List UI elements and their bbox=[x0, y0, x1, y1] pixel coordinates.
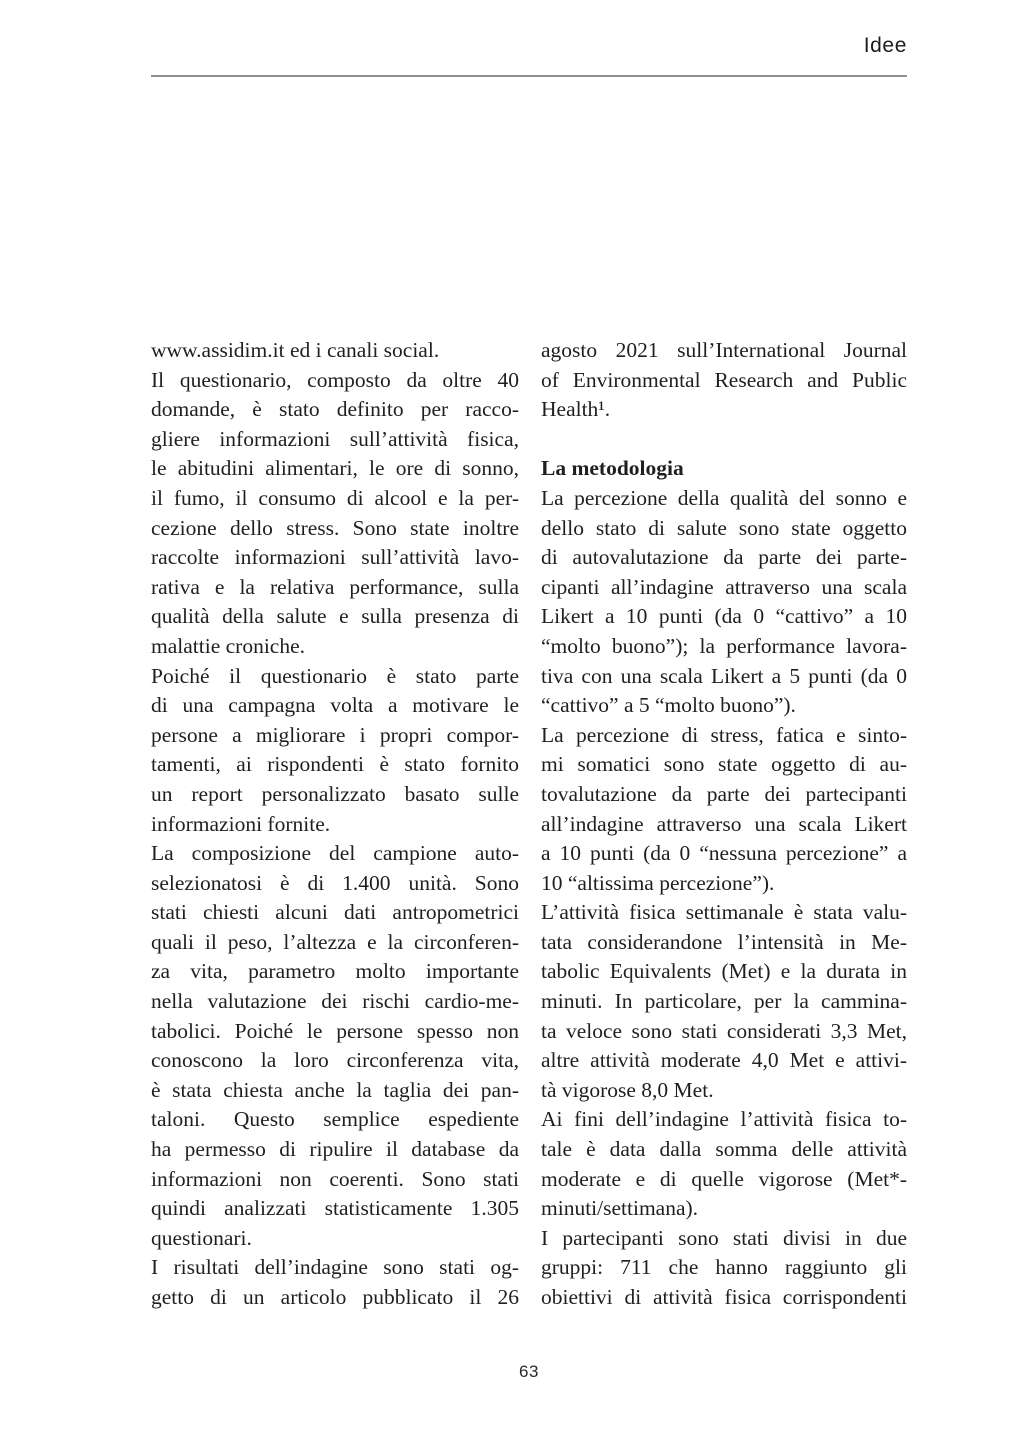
text-line: informazioni non coerenti. Sono stati bbox=[151, 1166, 519, 1191]
text-line: minuti/settimana). bbox=[541, 1196, 699, 1221]
text-line: agosto 2021 sull’International Journal bbox=[541, 338, 907, 362]
text-line: informazioni fornite. bbox=[151, 811, 331, 836]
left-column bbox=[151, 336, 519, 1313]
text-line: Health¹. bbox=[541, 397, 611, 422]
text-line: I risultati dell’indagine sono stati og- bbox=[151, 1255, 519, 1280]
text-line: gruppi: 711 che hanno raggiunto gli bbox=[541, 1255, 907, 1280]
text-line: persone a migliorare i propri compor- bbox=[151, 722, 519, 747]
text-line: un report personalizzato basato sulle bbox=[151, 781, 519, 806]
text-line: tabolici. Poiché le persone spesso non bbox=[151, 1018, 519, 1043]
section-label: Idee bbox=[863, 34, 907, 57]
text-line: moderate e di quelle vigorose (Met*- bbox=[541, 1166, 907, 1191]
text-line: domande, è stato definito per racco- bbox=[151, 397, 519, 422]
text-line: quindi analizzati statisticamente 1.305 bbox=[151, 1196, 519, 1221]
text-line: conoscono la loro circonferenza vita, bbox=[151, 1048, 519, 1073]
text-line: stati chiesti alcuni dati antropometrici bbox=[151, 900, 519, 925]
text-line: le abitudini alimentari, le ore di sonno, bbox=[151, 456, 519, 481]
text-line: dello stato di salute sono state oggetto bbox=[541, 515, 907, 540]
text-line: a 10 punti (da 0 “nessuna percezione” a bbox=[541, 841, 907, 866]
text-line: Likert a 10 punti (da 0 “cattivo” a 10 bbox=[541, 604, 907, 629]
text-line: Il questionario, composto da oltre 40 bbox=[151, 367, 519, 392]
text-line: il fumo, il consumo di alcool e la per- bbox=[151, 485, 519, 510]
text-line: cipanti all’indagine attraverso una scala bbox=[541, 574, 907, 599]
text-line: getto di un articolo pubblicato il 26 bbox=[151, 1285, 519, 1309]
header-rule bbox=[151, 75, 907, 77]
text-line: di una campagna volta a motivare le bbox=[151, 693, 519, 718]
text-line: taloni. Questo semplice espediente bbox=[151, 1107, 519, 1132]
text-line: www.assidim.it ed i canali social. bbox=[151, 338, 440, 362]
text-line: L’attività fisica settimanale è stata valu- bbox=[541, 900, 907, 925]
text-line: La percezione della qualità del sonno e bbox=[541, 485, 907, 510]
text-line: of Environmental Research and Public bbox=[541, 367, 907, 392]
text-line: di autovalutazione da parte dei parte- bbox=[541, 545, 907, 570]
page-number: 63 bbox=[519, 1362, 539, 1381]
text-line: ta veloce sono stati considerati 3,3 Met, bbox=[541, 1018, 907, 1043]
text-line: gliere informazioni sull’attività fisica, bbox=[151, 426, 519, 451]
text-line: qualità della salute e sulla presenza di bbox=[151, 604, 519, 629]
blank-line bbox=[541, 425, 907, 455]
text-line: raccolte informazioni sull’attività lavo- bbox=[151, 545, 519, 570]
text-line: tiva con una scala Likert a 5 punti (da 0 bbox=[541, 663, 907, 688]
text-line: tabolic Equivalents (Met) e la durata in bbox=[541, 959, 907, 984]
right-column bbox=[541, 336, 907, 1313]
text-line: questionari. bbox=[151, 1225, 252, 1250]
text-line: ha permesso di ripulire il database da bbox=[151, 1137, 519, 1162]
text-line: rativa e la relativa performance, sulla bbox=[151, 574, 519, 599]
text-line: malattie croniche. bbox=[151, 633, 306, 658]
text-line: all’indagine attraverso una scala Likert bbox=[541, 811, 907, 836]
text-line: Poiché il questionario è stato parte bbox=[151, 663, 519, 688]
text-line: obiettivi di attività fisica corrispondenti bbox=[541, 1285, 907, 1309]
text-line: tà vigorose 8,0 Met. bbox=[541, 1077, 714, 1102]
text-line: altre attività moderate 4,0 Met e attivi- bbox=[541, 1048, 907, 1073]
text-line: è stata chiesta anche la taglia dei pan- bbox=[151, 1077, 519, 1102]
text-line: minuti. In particolare, per la cammina- bbox=[541, 989, 907, 1014]
article-columns bbox=[151, 336, 907, 1313]
section-heading: La metodologia bbox=[541, 456, 684, 481]
text-line: La composizione del campione auto- bbox=[151, 841, 519, 866]
text-line: 10 “altissima percezione”). bbox=[541, 870, 775, 895]
text-line: tata considerandone l’intensità in Me- bbox=[541, 929, 907, 954]
text-line: tovalutazione da parte dei partecipanti bbox=[541, 781, 907, 806]
text-line: mi somatici sono state oggetto di au- bbox=[541, 752, 907, 777]
text-line: quali il peso, l’altezza e la circonferen- bbox=[151, 929, 519, 954]
text-line: nella valutazione dei rischi cardio-me- bbox=[151, 989, 519, 1014]
text-line: Ai fini dell’indagine l’attività fisica to- bbox=[541, 1107, 907, 1132]
text-line: tamenti, ai rispondenti è stato fornito bbox=[151, 752, 519, 777]
text-line: za vita, parametro molto importante bbox=[151, 959, 519, 984]
text-line: cezione dello stress. Sono state inoltre bbox=[151, 515, 519, 540]
text-line: selezionatosi è di 1.400 unità. Sono bbox=[151, 870, 519, 895]
text-line: La percezione di stress, fatica e sinto- bbox=[541, 722, 907, 747]
text-line: “molto buono”); la performance lavora- bbox=[541, 633, 907, 658]
text-line: “cattivo” a 5 “molto buono”). bbox=[541, 693, 796, 718]
text-line: I partecipanti sono stati divisi in due bbox=[541, 1225, 907, 1250]
text-line: tale è data dalla somma delle attività bbox=[541, 1137, 907, 1162]
